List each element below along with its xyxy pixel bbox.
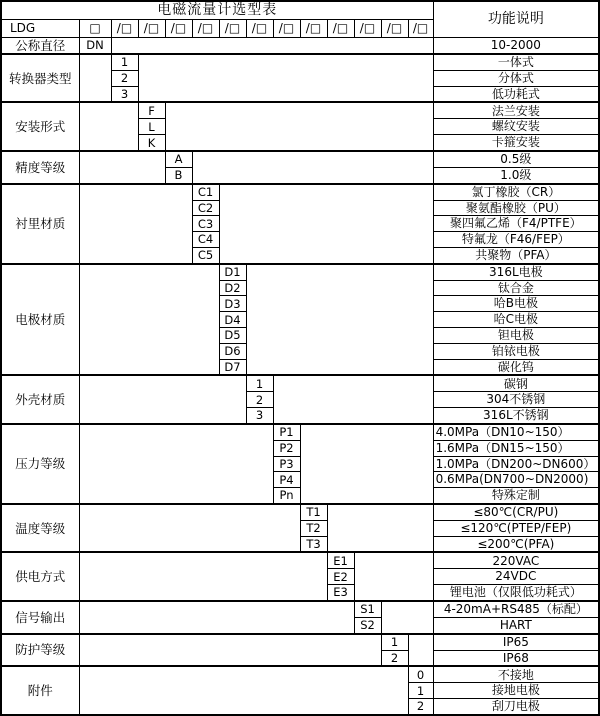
- table-row: [1, 375, 599, 391]
- description-cell: 220VAC: [433, 552, 599, 568]
- code-cell: 2: [408, 699, 433, 715]
- description-cell: 螺纹安装: [433, 119, 599, 135]
- category-label: 外壳材质: [1, 375, 79, 424]
- table-row: [1, 264, 599, 280]
- code-cell: A: [165, 151, 192, 167]
- description-cell: 10-2000: [433, 37, 599, 54]
- description-cell: 铂铱电极: [433, 343, 599, 359]
- table-row: [1, 37, 599, 54]
- description-cell: 4.0MPa（DN10~150）: [433, 424, 599, 440]
- code-cell: 1: [381, 634, 408, 650]
- gap-cell: [327, 504, 433, 553]
- gap-cell: [408, 634, 433, 667]
- model-slot-cell: /□: [165, 19, 192, 37]
- gap-cell: [165, 102, 433, 151]
- function-column-header: 功能说明: [433, 1, 599, 37]
- code-cell: F: [138, 102, 165, 118]
- table-row: [1, 102, 599, 118]
- gap-cell: [381, 601, 433, 634]
- description-cell: 特殊定制: [433, 488, 599, 504]
- gap-cell: [79, 552, 327, 601]
- description-cell: 0.6MPa(DN700~DN2000): [433, 472, 599, 488]
- description-cell: 法兰安装: [433, 102, 599, 118]
- model-slot-cell: /□: [381, 19, 408, 37]
- code-cell: T3: [300, 536, 327, 552]
- category-label: 公称直径: [1, 37, 79, 54]
- gap-cell: [219, 184, 433, 264]
- code-cell: B: [165, 167, 192, 183]
- category-label: 衬里材质: [1, 184, 79, 264]
- gap-cell: [79, 151, 165, 184]
- category-label: 供电方式: [1, 552, 79, 601]
- code-cell: C4: [192, 232, 219, 248]
- table-row: [1, 424, 599, 440]
- model-slot-cell: /□: [408, 19, 433, 37]
- code-cell: T2: [300, 520, 327, 536]
- category-label: 附件: [1, 666, 79, 715]
- table-row: [1, 54, 599, 70]
- table-row: [1, 151, 599, 167]
- description-cell: 304不锈钢: [433, 392, 599, 408]
- description-cell: 碳化钨: [433, 359, 599, 375]
- category-label: 电极材质: [1, 264, 79, 376]
- description-cell: 钛合金: [433, 280, 599, 296]
- model-slot-cell: /□: [327, 19, 354, 37]
- gap-cell: [79, 264, 219, 376]
- code-cell: 0: [408, 666, 433, 682]
- gap-cell: [79, 184, 192, 264]
- category-label: 精度等级: [1, 151, 79, 184]
- code-cell: K: [138, 135, 165, 151]
- gap-cell: [79, 634, 381, 667]
- model-slot-cell: /□: [246, 19, 273, 37]
- gap-cell: [138, 54, 433, 103]
- code-cell: 2: [111, 70, 138, 86]
- description-cell: ≤200℃(PFA): [433, 536, 599, 552]
- code-cell: 1: [408, 683, 433, 699]
- description-cell: 氯丁橡胶（CR）: [433, 184, 599, 200]
- model-slot-cell: /□: [138, 19, 165, 37]
- description-cell: 分体式: [433, 70, 599, 86]
- description-cell: 特氟龙（F46/FEP）: [433, 232, 599, 248]
- gap-cell: [273, 375, 433, 424]
- code-cell: C2: [192, 200, 219, 216]
- gap-cell: [79, 424, 273, 504]
- description-cell: 不接地: [433, 666, 599, 682]
- description-cell: 卡箍安装: [433, 135, 599, 151]
- description-cell: 316L电极: [433, 264, 599, 280]
- code-cell: E2: [327, 569, 354, 585]
- description-cell: 锂电池（仅限低功耗式）: [433, 585, 599, 601]
- description-cell: 钽电极: [433, 327, 599, 343]
- table-row: [1, 184, 599, 200]
- code-cell: T1: [300, 504, 327, 520]
- table-title: 电磁流量计选型表: [1, 1, 433, 19]
- code-cell: 1: [246, 375, 273, 391]
- description-cell: ≤80℃(CR/PU): [433, 504, 599, 520]
- description-cell: 0.5级: [433, 151, 599, 167]
- category-label: 压力等级: [1, 424, 79, 504]
- code-cell: D3: [219, 296, 246, 312]
- code-cell: 1: [111, 54, 138, 70]
- table-row: [1, 666, 599, 682]
- gap-cell: [192, 151, 433, 184]
- code-cell: DN: [79, 37, 111, 54]
- description-cell: 316L不锈钢: [433, 408, 599, 424]
- code-cell: D6: [219, 343, 246, 359]
- code-cell: C1: [192, 184, 219, 200]
- description-cell: 哈C电极: [433, 312, 599, 328]
- code-cell: D1: [219, 264, 246, 280]
- description-cell: IP68: [433, 650, 599, 666]
- description-cell: IP65: [433, 634, 599, 650]
- table-row: [1, 634, 599, 650]
- code-cell: S2: [354, 617, 381, 633]
- category-label: 温度等级: [1, 504, 79, 553]
- model-slot-cell: /□: [219, 19, 246, 37]
- model-slot-cell: /□: [273, 19, 300, 37]
- code-cell: 2: [246, 392, 273, 408]
- code-cell: E3: [327, 585, 354, 601]
- gap-cell: [79, 504, 300, 553]
- description-cell: 哈B电极: [433, 296, 599, 312]
- table-row: [1, 552, 599, 568]
- gap-cell: [79, 601, 354, 634]
- gap-cell: [246, 264, 433, 376]
- description-cell: 1.0MPa（DN200~DN600）: [433, 456, 599, 472]
- description-cell: HART: [433, 617, 599, 633]
- code-cell: D4: [219, 312, 246, 328]
- model-slot-cell: /□: [111, 19, 138, 37]
- code-cell: L: [138, 119, 165, 135]
- description-cell: 接地电极: [433, 683, 599, 699]
- category-label: 转换器类型: [1, 54, 79, 103]
- code-cell: P3: [273, 456, 300, 472]
- gap-cell: [79, 54, 111, 103]
- description-cell: 一体式: [433, 54, 599, 70]
- table-row: [1, 601, 599, 617]
- table-row: [1, 504, 599, 520]
- model-slot-cell: /□: [192, 19, 219, 37]
- code-cell: 3: [111, 86, 138, 102]
- description-cell: ≤120℃(PTEP/FEP): [433, 520, 599, 536]
- description-cell: 1.6MPa（DN15~150）: [433, 440, 599, 456]
- code-cell: P1: [273, 424, 300, 440]
- code-cell: S1: [354, 601, 381, 617]
- category-label: 防护等级: [1, 634, 79, 667]
- description-cell: 共聚物（PFA）: [433, 247, 599, 263]
- code-cell: E1: [327, 552, 354, 568]
- model-box-cell: □: [79, 19, 111, 37]
- description-cell: 24VDC: [433, 569, 599, 585]
- description-cell: 刮刀电极: [433, 699, 599, 715]
- code-cell: D5: [219, 327, 246, 343]
- description-cell: 1.0级: [433, 167, 599, 183]
- description-cell: 低功耗式: [433, 86, 599, 102]
- category-label: 信号输出: [1, 601, 79, 634]
- code-cell: P4: [273, 472, 300, 488]
- model-slot-cell: /□: [354, 19, 381, 37]
- gap-cell: [79, 666, 408, 715]
- description-cell: 聚四氟乙烯（F4/PTFE）: [433, 216, 599, 232]
- category-label: 安装形式: [1, 102, 79, 151]
- code-cell: Pn: [273, 488, 300, 504]
- code-cell: 3: [246, 408, 273, 424]
- code-cell: C3: [192, 216, 219, 232]
- code-cell: C5: [192, 247, 219, 263]
- description-cell: 聚氨酯橡胶（PU）: [433, 200, 599, 216]
- description-cell: 4-20mA+RS485（标配）: [433, 601, 599, 617]
- model-prefix: LDG: [1, 19, 79, 37]
- gap-cell: [354, 552, 433, 601]
- code-cell: P2: [273, 440, 300, 456]
- code-cell: 2: [381, 650, 408, 666]
- model-slot-cell: /□: [300, 19, 327, 37]
- description-cell: 碳钢: [433, 375, 599, 391]
- gap-cell: [79, 375, 246, 424]
- code-cell: D7: [219, 359, 246, 375]
- gap-cell: [111, 37, 433, 54]
- code-cell: D2: [219, 280, 246, 296]
- table-row: [1, 1, 599, 19]
- gap-cell: [300, 424, 433, 504]
- gap-cell: [79, 102, 138, 151]
